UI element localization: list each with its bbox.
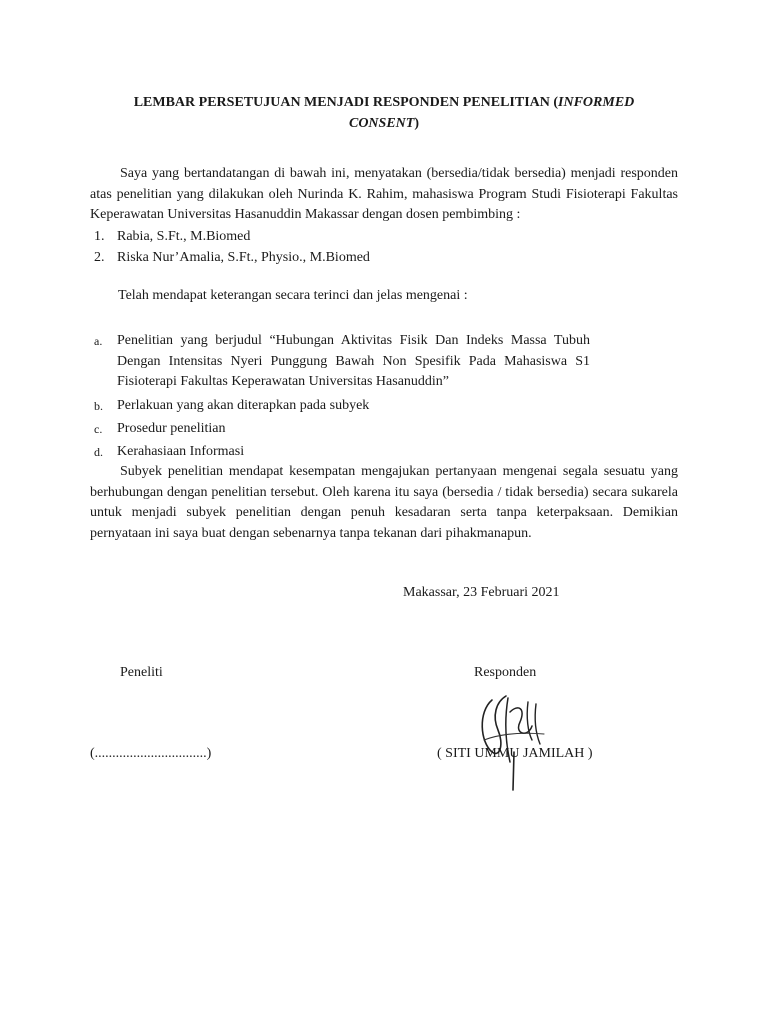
supervisor-name: Riska Nur’Amalia, S.Ft., Physio., M.Biomed: [117, 250, 370, 265]
respondent-name: ( SITI UMMU JAMILAH ): [437, 746, 593, 761]
explained-items: [90, 331, 590, 465]
list-marker: b.: [94, 398, 103, 413]
explained-item: [90, 419, 590, 440]
supervisor-item: [90, 226, 680, 247]
list-marker: 1.: [94, 229, 105, 244]
list-marker: d.: [94, 444, 103, 459]
item-text: Perlakuan yang akan diterapkan pada subyek: [117, 397, 370, 413]
closing-paragraph: Subyek penelitian mendapat kesempatan mengajukan pertanyaan mengenai segala sesuatu yang berhubungan dengan penelitian tersebut. Oleh karena itu saya (bersedia / tidak bersedia) secara sukarela untuk menjadi subyek penelitian dengan penuh kesadaran serta tanpa keterpaksaan. Demikian pernyataan ini saya buat dengan sebenarnya tanpa tekanan dari pihakmanapun.: [90, 464, 678, 542]
researcher-label: Peneliti: [120, 665, 163, 680]
supervisor-name: Rabia, S.Ft., M.Biomed: [117, 229, 251, 244]
respondent-label: Responden: [474, 665, 537, 680]
intro-paragraph: Saya yang bertandatangan di bawah ini, menyatakan (bersedia/tidak bersedia) menjadi responden atas penelitian yang dilakukan oleh Nurinda K. Rahim, mahasiswa Program Studi Fisioterapi Fakultas Keperawatan Universitas Hasanuddin Makassar dengan dosen pembimbing :: [90, 166, 678, 223]
item-text: Kerahasiaan Informasi: [117, 443, 245, 459]
title-main: LEMBAR PERSETUJUAN MENJADI RESPONDEN PENELITIAN (: [133, 95, 559, 110]
explained-item: [90, 331, 590, 393]
item-text: Penelitian yang berjudul “Hubungan Aktivitas Fisik Dan Indeks Massa Tubuh Dengan Intensitas Nyeri Punggung Bawah Non Spesifik Pada Mahasiswa S1 Fisioterapi Fakultas Keperawatan Universitas Hasanuddin”: [117, 333, 590, 390]
researcher-signature-blank: (................................): [90, 746, 212, 761]
explained-item: [90, 442, 590, 463]
list-marker: 2.: [94, 250, 105, 265]
list-marker: a.: [94, 334, 103, 348]
explained-intro: Telah mendapat keterangan secara terinci dan jelas mengenai :: [118, 288, 468, 303]
list-marker: c.: [94, 421, 103, 436]
respondent-signature: [470, 682, 560, 792]
explained-item: [90, 396, 590, 417]
place-date: Makassar, 23 Februari 2021: [403, 585, 560, 600]
title-close: ): [414, 116, 420, 131]
item-text: Prosedur penelitian: [117, 420, 226, 436]
supervisor-list: [90, 226, 680, 268]
document-title: [100, 92, 668, 134]
title-italic: INFORMED CONSENT: [348, 95, 635, 131]
supervisor-item: [90, 247, 680, 268]
